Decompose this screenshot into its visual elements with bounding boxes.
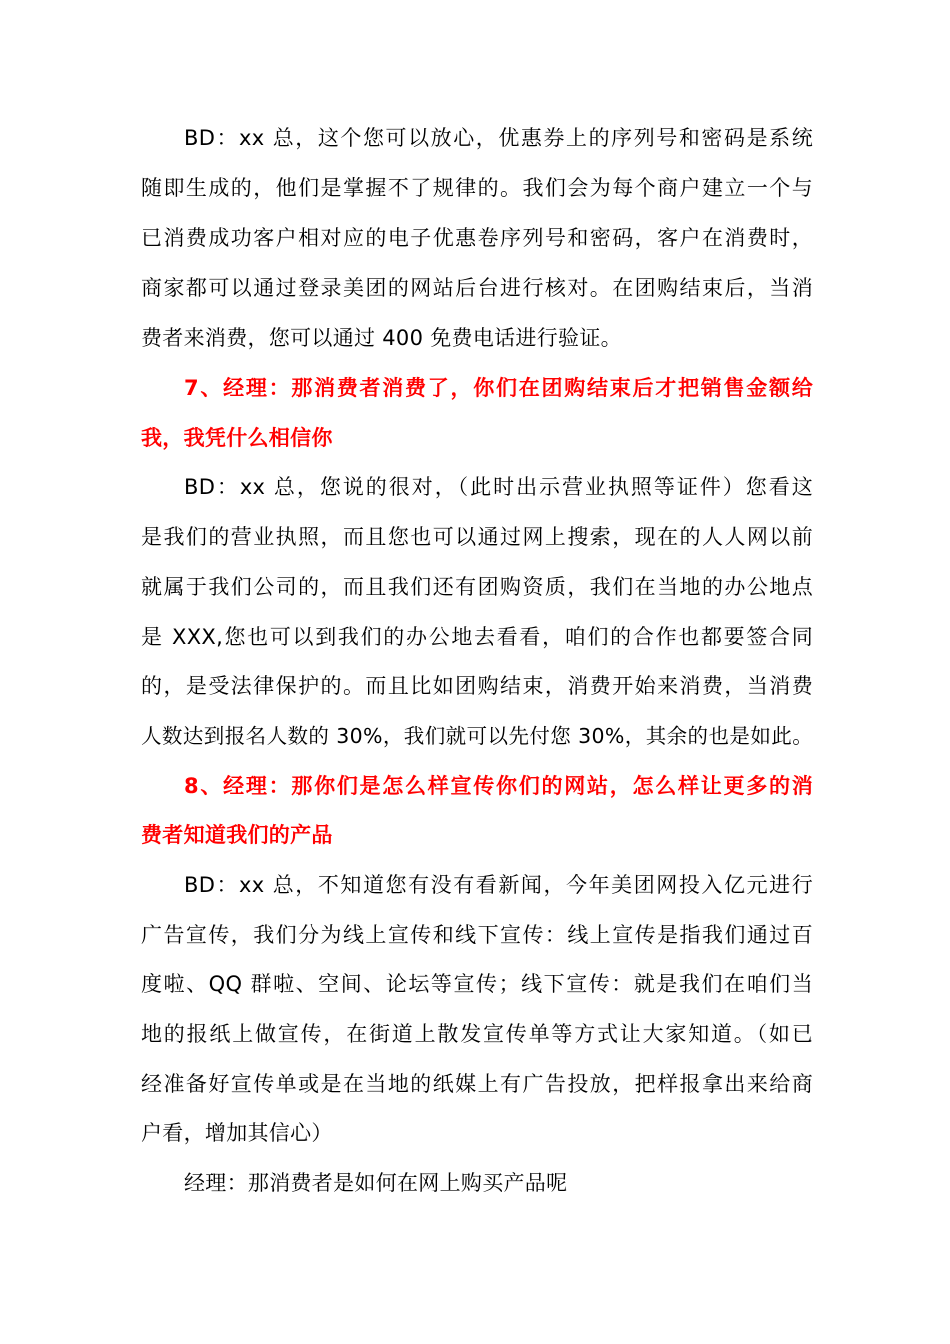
bd-reply-6-line-5: 费者来消费，您可以通过 400 免费电话进行验证。 — [141, 326, 622, 350]
bd-reply-7-line-4: 是 XXX,您也可以到我们的办公地去看看，咱们的合作也都要签合同 — [141, 625, 813, 649]
bd-reply-6-line-2: 随即生成的，他们是掌握不了规律的。我们会为每个商户建立一个与 — [141, 176, 813, 200]
bd-reply-7-line-3: 就属于我们公司的，而且我们还有团购资质，我们在当地的办公地点 — [141, 575, 813, 599]
question-8-line-1: 8、经理：那你们是怎么样宣传你们的网站，怎么样让更多的消 — [184, 774, 813, 798]
bd-reply-6-line-4: 商家都可以通过登录美团的网站后台进行核对。在团购结束后，当消 — [141, 276, 813, 300]
bd-reply-7-line-2: 是我们的营业执照，而且您也可以通过网上搜索，现在的人人网以前 — [141, 525, 813, 549]
question-8-line-2: 费者知道我们的产品 — [141, 823, 333, 847]
bd-reply-6-line-1: BD：xx 总，这个您可以放心，优惠券上的序列号和密码是系统 — [184, 126, 813, 150]
bd-reply-8-line-3: 度啦、QQ 群啦、空间、论坛等宣传；线下宣传：就是我们在咱们当 — [141, 972, 813, 996]
question-7-line-1: 7、经理：那消费者消费了，你们在团购结束后才把销售金额给 — [184, 376, 813, 400]
bd-reply-8-line-6: 户看，增加其信心） — [141, 1121, 333, 1145]
question-9-line-1: 经理：那消费者是如何在网上购买产品呢 — [184, 1171, 568, 1195]
question-7-line-2: 我，我凭什么相信你 — [141, 426, 333, 450]
bd-reply-6-line-3: 已消费成功客户相对应的电子优惠卷序列号和密码，客户在消费时， — [141, 226, 813, 250]
bd-reply-7-line-6: 人数达到报名人数的 30%，我们就可以先付您 30%，其余的也是如此。 — [141, 724, 813, 748]
bd-reply-8-line-2: 广告宣传，我们分为线上宣传和线下宣传：线上宣传是指我们通过百 — [141, 923, 813, 947]
bd-reply-7-line-5: 的，是受法律保护的。而且比如团购结束，消费开始来消费，当消费 — [141, 674, 813, 698]
bd-reply-8-line-4: 地的报纸上做宣传，在街道上散发宣传单等方式让大家知道。（如已 — [141, 1022, 813, 1046]
bd-reply-7-line-1: BD：xx 总，您说的很对，（此时出示营业执照等证件）您看这 — [184, 475, 813, 499]
bd-reply-8-line-1: BD：xx 总，不知道您有没有看新闻，今年美团网投入亿元进行 — [184, 873, 813, 897]
bd-reply-8-line-5: 经准备好宣传单或是在当地的纸媒上有广告投放，把样报拿出来给商 — [141, 1072, 813, 1096]
